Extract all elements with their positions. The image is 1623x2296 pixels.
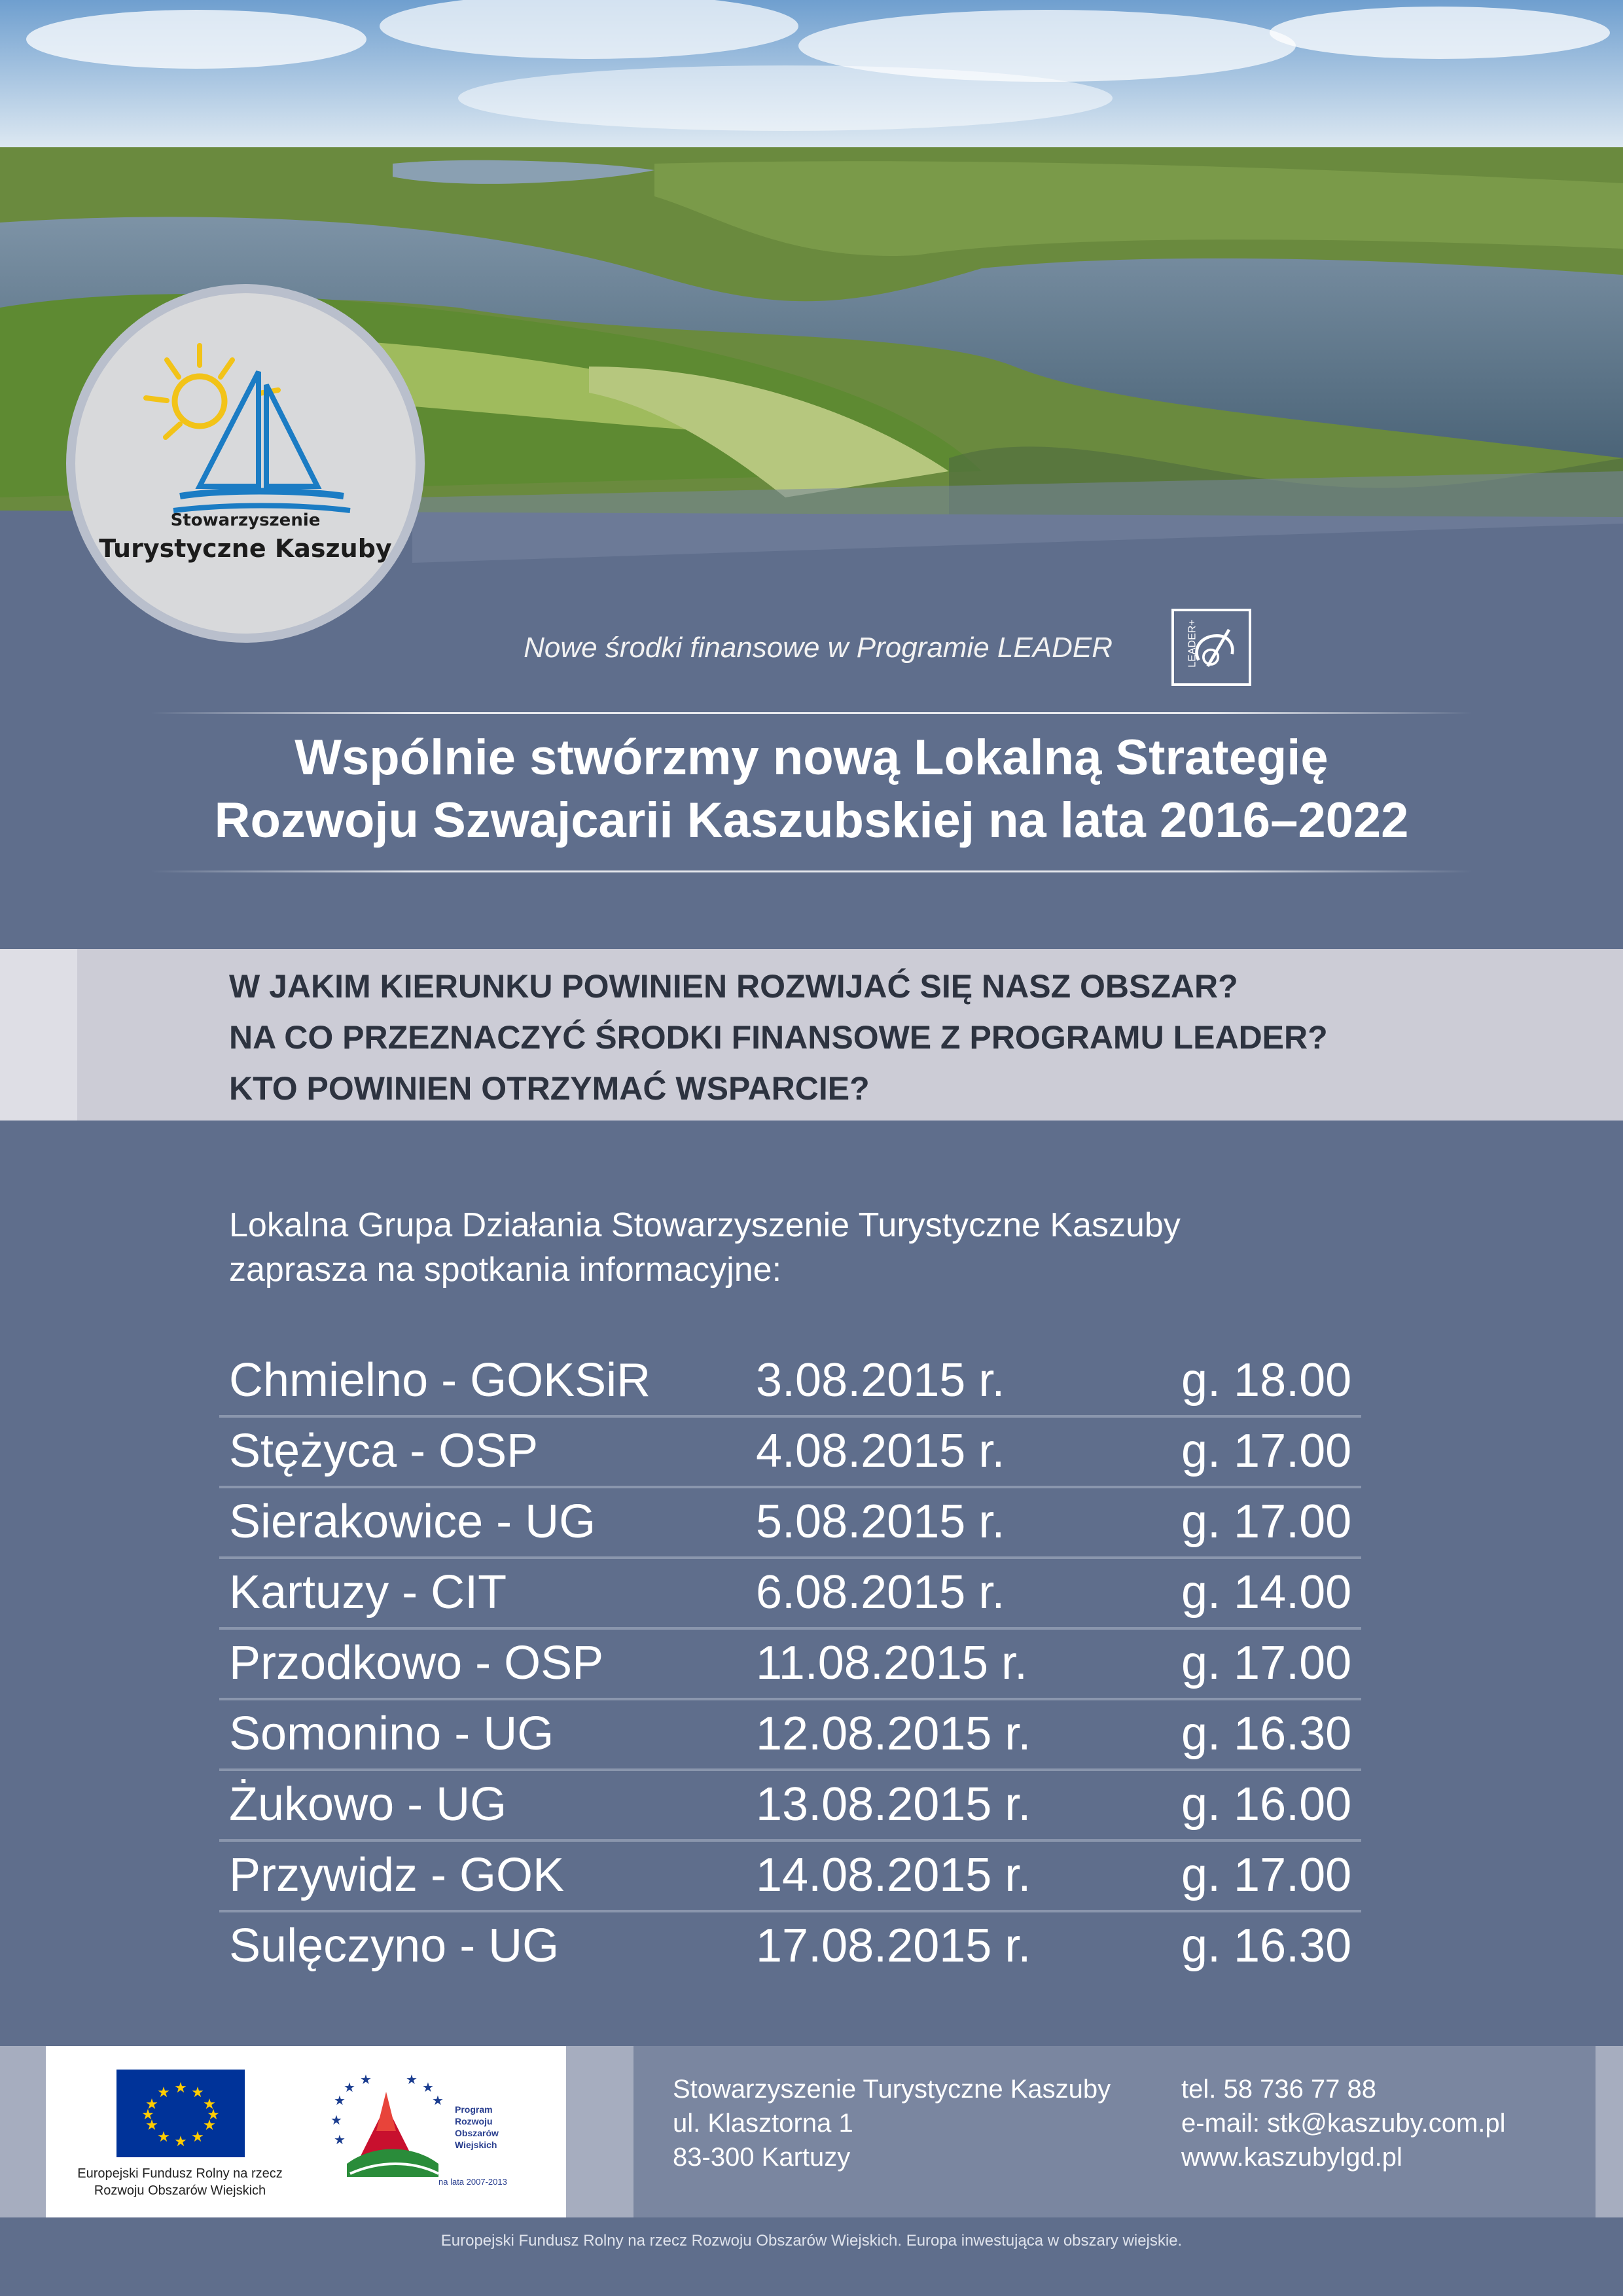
org-name: Stowarzyszenie Turystyczne Kaszuby (673, 2075, 1111, 2104)
prow-line2: Rozwoju (455, 2116, 493, 2126)
prow-line3: Obszarów (455, 2128, 499, 2138)
eu-caption-line2: Rozwoju Obszarów Wiejskich (94, 2183, 266, 2198)
email-address[interactable]: e-mail: stk@kaszuby.com.pl (1181, 2109, 1506, 2138)
eu-fund-caption (72, 2165, 288, 2199)
address-block (673, 2072, 1111, 2174)
logo-text-line2: Turystyczne Kaszuby (99, 534, 392, 563)
sponsor-logos-panel (46, 2046, 566, 2217)
meeting-date: 5.08.2015 r. (756, 1496, 1005, 1548)
city-address: 83-300 Kartuzy (673, 2143, 851, 2172)
meeting-place: Przodkowo - OSP (229, 1637, 604, 1689)
phone-number[interactable]: tel. 58 736 77 88 (1181, 2075, 1377, 2104)
questions (229, 961, 1328, 1114)
question-1: W JAKIM KIERUNKU POWINIEN ROZWIJAĆ SIĘ NASZ OBSZAR? (229, 968, 1238, 1005)
svg-text:★: ★ (141, 2107, 154, 2123)
street-address: ul. Klasztorna 1 (673, 2109, 853, 2138)
divider-bottom (151, 870, 1472, 872)
invitation-text (229, 1203, 1181, 1292)
meeting-date: 3.08.2015 r. (756, 1354, 1005, 1407)
meeting-time: g. 14.00 (1181, 1566, 1352, 1619)
schedule-row (219, 1700, 1361, 1771)
leader-logo-text: LEADER+ (1186, 619, 1198, 668)
meeting-time: g. 16.30 (1181, 1920, 1352, 1972)
organization-logo (75, 293, 416, 634)
divider-top (151, 712, 1472, 714)
meeting-time: g. 16.00 (1181, 1778, 1352, 1831)
prow-years: na lata 2007-2013 (438, 2177, 507, 2187)
schedule-row (219, 1418, 1361, 1488)
eu-caption-line1: Europejski Fundusz Rolny na rzecz (77, 2166, 283, 2181)
schedule-row (219, 1559, 1361, 1630)
meeting-place: Sulęczyno - UG (229, 1920, 560, 1972)
meeting-time: g. 17.00 (1181, 1425, 1352, 1477)
meeting-date: 12.08.2015 r. (756, 1708, 1031, 1760)
meeting-date: 4.08.2015 r. (756, 1425, 1005, 1477)
meeting-time: g. 17.00 (1181, 1496, 1352, 1548)
schedule-row (219, 1630, 1361, 1700)
meeting-date: 14.08.2015 r. (756, 1849, 1031, 1901)
meeting-place: Sierakowice - UG (229, 1496, 596, 1548)
svg-text:★: ★ (330, 2112, 342, 2128)
meeting-place: Kartuzy - CIT (229, 1566, 507, 1619)
meeting-date: 17.08.2015 r. (756, 1920, 1031, 1972)
svg-text:★: ★ (207, 2107, 220, 2123)
meeting-date: 6.08.2015 r. (756, 1566, 1005, 1619)
question-2: NA CO PRZEZNACZYĆ ŚRODKI FINANSOWE Z PROGRAMU LEADER? (229, 1019, 1328, 1056)
meeting-date: 11.08.2015 r. (756, 1637, 1028, 1689)
svg-text:★: ★ (157, 2129, 170, 2145)
meeting-place: Przywidz - GOK (229, 1849, 565, 1901)
meeting-time: g. 17.00 (1181, 1637, 1352, 1689)
sailboat-sun-icon (128, 332, 363, 529)
website-link[interactable]: www.kaszubylgd.pl (1181, 2143, 1402, 2172)
svg-text:★: ★ (174, 2080, 187, 2096)
leader-logo-icon (1171, 609, 1251, 686)
schedule-row (219, 1771, 1361, 1842)
eu-flag-icon (116, 2070, 245, 2157)
invitation-line2: zaprasza na spotkania informacyjne: (229, 1251, 782, 1289)
svg-text:★: ★ (191, 2085, 204, 2101)
prow-line4: Wiejskich (455, 2140, 497, 2150)
prow-logo-text (455, 2104, 499, 2151)
svg-text:★: ★ (432, 2092, 444, 2108)
meeting-time: g. 16.30 (1181, 1708, 1352, 1760)
prow-line1: Program (455, 2104, 493, 2115)
question-3: KTO POWINIEN OTRZYMAĆ WSPARCIE? (229, 1070, 870, 1107)
schedule-row (219, 1347, 1361, 1418)
svg-text:★: ★ (406, 2072, 418, 2087)
svg-text:★: ★ (203, 2096, 216, 2113)
meeting-schedule (219, 1347, 1361, 1981)
svg-text:★: ★ (145, 2096, 158, 2113)
meeting-time: g. 18.00 (1181, 1354, 1352, 1407)
meeting-time: g. 17.00 (1181, 1849, 1352, 1901)
svg-text:★: ★ (334, 2132, 346, 2147)
meeting-place: Somonino - UG (229, 1708, 554, 1760)
svg-text:★: ★ (145, 2117, 158, 2134)
svg-text:★: ★ (344, 2079, 355, 2095)
svg-text:★: ★ (157, 2085, 170, 2101)
meeting-date: 13.08.2015 r. (756, 1778, 1031, 1831)
logo-text-line1: Stowarzyszenie (170, 511, 321, 530)
contact-block (1181, 2072, 1506, 2174)
meeting-place: Żukowo - UG (229, 1778, 507, 1831)
tagline: Nowe środki finansowe w Programie LEADER (524, 632, 1113, 664)
schedule-row (219, 1842, 1361, 1912)
svg-text:★: ★ (191, 2129, 204, 2145)
headline-line1: Wspólnie stwórzmy nową Lokalną Strategię (294, 730, 1329, 785)
invitation-line1: Lokalna Grupa Działania Stowarzyszenie Turystyczne Kaszuby (229, 1206, 1181, 1244)
svg-text:★: ★ (174, 2134, 187, 2150)
schedule-row (219, 1912, 1361, 1981)
svg-text:★: ★ (422, 2079, 434, 2095)
svg-text:★: ★ (360, 2072, 372, 2087)
meeting-place: Chmielno - GOKSiR (229, 1354, 651, 1407)
svg-text:★: ★ (334, 2092, 346, 2108)
meeting-place: Stężyca - OSP (229, 1425, 539, 1477)
svg-text:★: ★ (203, 2117, 216, 2134)
schedule-row (219, 1488, 1361, 1559)
funding-note: Europejski Fundusz Rolny na rzecz Rozwoju Obszarów Wiejskich. Europa inwestująca w obszary wiejskie. (440, 2232, 1183, 2250)
headline-line2: Rozwoju Szwajcarii Kaszubskiej na lata 2016–2022 (214, 793, 1409, 848)
question-band-stripe (0, 949, 77, 1121)
